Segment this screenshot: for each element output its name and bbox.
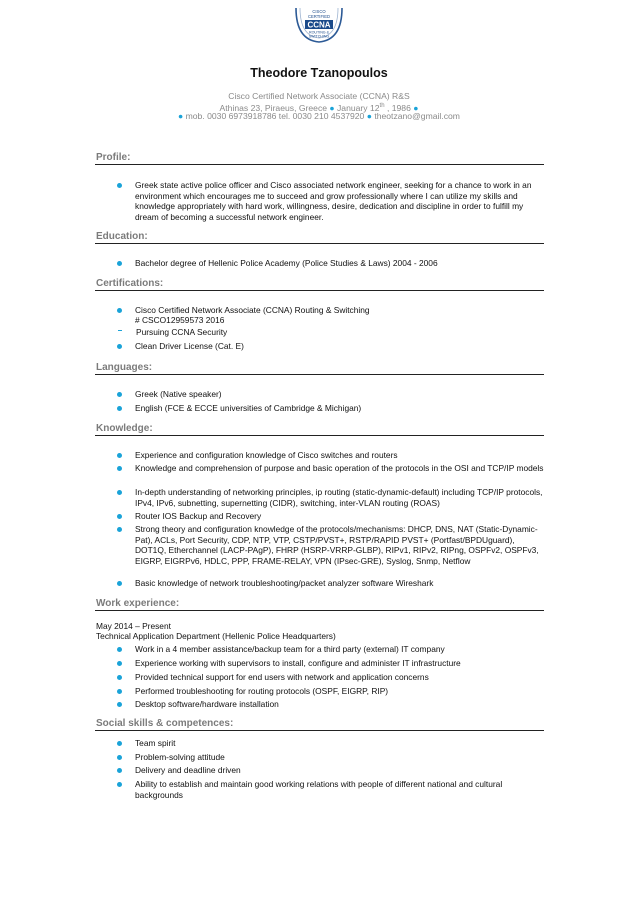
bullet-icon (117, 768, 122, 773)
list-item: Provided technical support for end users with network and application concerns (135, 672, 429, 682)
bullet-icon (117, 661, 122, 666)
list-item: Delivery and deadline driven (135, 765, 241, 775)
section-title-profile: Profile: (96, 152, 131, 163)
bullet-icon (117, 581, 122, 586)
bullet-icon (117, 490, 122, 495)
list-item: Strong theory and configuration knowledge of the protocols/mechanisms: DHCP, DNS, NAT (Static-Dynamic-Pat), ACLs, Port Security, CDP, NTP, VTP, CSTP/PVST+, RSTP/RAPID PVST+ (Portfast/BPDUguard), DOT1Q, Etherchannel (LACP-PAgP), FHRP (HSRP-VRRP-GLBP), RIPv1, RIPv2, RIPng, OSPFv2, OSPFv3, EIGRP, EIGRPv6, HDLC, PPP, FRAME-RELAY, VPN (IPsec-GRE), Syslog, Snmp, Netflow (135, 524, 539, 566)
bullet-icon (117, 261, 122, 266)
list-item: Router IOS Backup and Recovery (135, 511, 262, 521)
contact-line (0, 111, 638, 122)
bullet-icon (117, 406, 122, 411)
dash-icon (118, 330, 122, 331)
candidate-title: Cisco Certified Network Associate (CCNA) R&S (228, 91, 410, 101)
section-title-knowledge: Knowledge: (96, 423, 153, 434)
badge-line3: CCNA (307, 20, 331, 30)
list-item: In-depth understanding of networking principles, ip routing (static-dynamic-default) including TCP/IP protocols, IPv4, IPv6, subnetting, supernetting (CIDR), switching, inter-VLAN routing (ROAS) (135, 487, 543, 508)
badge-line5: SWITCHING (308, 34, 330, 39)
separator-dot-icon: ● (366, 111, 372, 121)
birth-year: , 1986 (384, 102, 414, 113)
bullet-icon (117, 741, 122, 746)
bullet-icon (117, 527, 122, 532)
candidate-name: Theodore Tzanopoulos (250, 66, 388, 80)
bullet-icon (117, 782, 122, 787)
bullet-icon (117, 689, 122, 694)
list-item: Clean Driver License (Cat. E) (135, 341, 244, 351)
section-divider (95, 610, 544, 611)
badge-line1: CISCO (312, 9, 326, 14)
section-title-work: Work experience: (96, 598, 180, 609)
list-item: Team spirit (135, 738, 176, 748)
ccna-badge-icon (291, 4, 347, 44)
bullet-icon (117, 466, 122, 471)
list-item: Experience and configuration knowledge of Cisco switches and routers (135, 450, 398, 460)
section-divider (95, 374, 544, 375)
bullet-icon (117, 392, 122, 397)
work-period: May 2014 – Present (96, 621, 171, 631)
bullet-icon (117, 647, 122, 652)
bullet-icon (117, 453, 122, 458)
bullet-icon (117, 675, 122, 680)
list-item: Work in a 4 member assistance/backup team for a third party (external) IT company (135, 644, 445, 654)
birth-date-sup: th (379, 103, 385, 109)
bullet-icon (117, 702, 122, 707)
birth-date: January 12 (334, 102, 380, 113)
bullet-icon (117, 344, 122, 349)
section-title-languages: Languages: (96, 362, 153, 373)
section-title-social: Social skills & competences: (96, 718, 234, 729)
list-item: Knowledge and comprehension of purpose and basic operation of the protocols in the OSI and TCP/IP models (135, 463, 544, 473)
separator-dot-icon: ● (329, 102, 335, 113)
list-item: English (FCE & ECCE universities of Cambridge & Michigan) (135, 403, 362, 413)
section-title-certifications: Certifications: (96, 278, 164, 289)
address-text: Athinas 23, Piraeus, Greece (219, 102, 330, 113)
list-item: Cisco Certified Network Associate (CCNA) Routing & Switching (135, 305, 370, 315)
list-item: Ability to establish and maintain good working relations with people of different national and cultural backgrounds (135, 779, 503, 800)
list-item: Greek (Native speaker) (135, 389, 222, 399)
section-divider (95, 243, 544, 244)
list-item: Basic knowledge of network troubleshooting/packet analyzer software Wireshark (135, 578, 434, 588)
list-item: Pursuing CCNA Security (136, 327, 228, 337)
list-item: Desktop software/hardware installation (135, 699, 279, 709)
list-item: Problem-solving attitude (135, 752, 225, 762)
bullet-icon (117, 514, 122, 519)
bullet-icon (117, 308, 122, 313)
list-item: Bachelor degree of Hellenic Police Academy (Police Studies & Laws) 2004 - 2006 (135, 258, 438, 268)
section-divider (95, 435, 544, 436)
badge-line2: CERTIFIED (307, 14, 331, 19)
email-link[interactable]: theotzano@gmail.com (371, 111, 460, 121)
bullet-icon (117, 183, 122, 188)
section-divider (95, 730, 544, 731)
phone-numbers: mob. 0030 6973918786 tel. 0030 210 4537920 (183, 111, 367, 121)
list-item: Performed troubleshooting for routing protocols (OSPF, EIGRP, RIP) (135, 686, 389, 696)
bullet-icon (117, 755, 122, 760)
list-item: Experience working with supervisors to install, configure and administer IT infrastructure (135, 658, 461, 668)
section-divider (95, 290, 544, 291)
separator-dot-icon: ● (413, 102, 419, 113)
list-item: Greek state active police officer and Cisco associated network engineer, seeking for a chance to work in an environment which encourages me to succeed and grow professionally where I can utilize my skills and knowledge appropriately with hard work, willingness, desire, dedication and discipline in order to fulfill my dream of becoming a successful network engineer. (135, 180, 532, 222)
badge-line4: ROUTING & (309, 30, 329, 35)
list-item: # CSCO12959573 2016 (135, 315, 225, 325)
section-divider (95, 164, 544, 165)
section-title-education: Education: (96, 231, 148, 242)
work-department: Technical Application Department (Hellenic Police Headquarters) (96, 631, 336, 641)
separator-dot-icon: ● (178, 111, 184, 121)
